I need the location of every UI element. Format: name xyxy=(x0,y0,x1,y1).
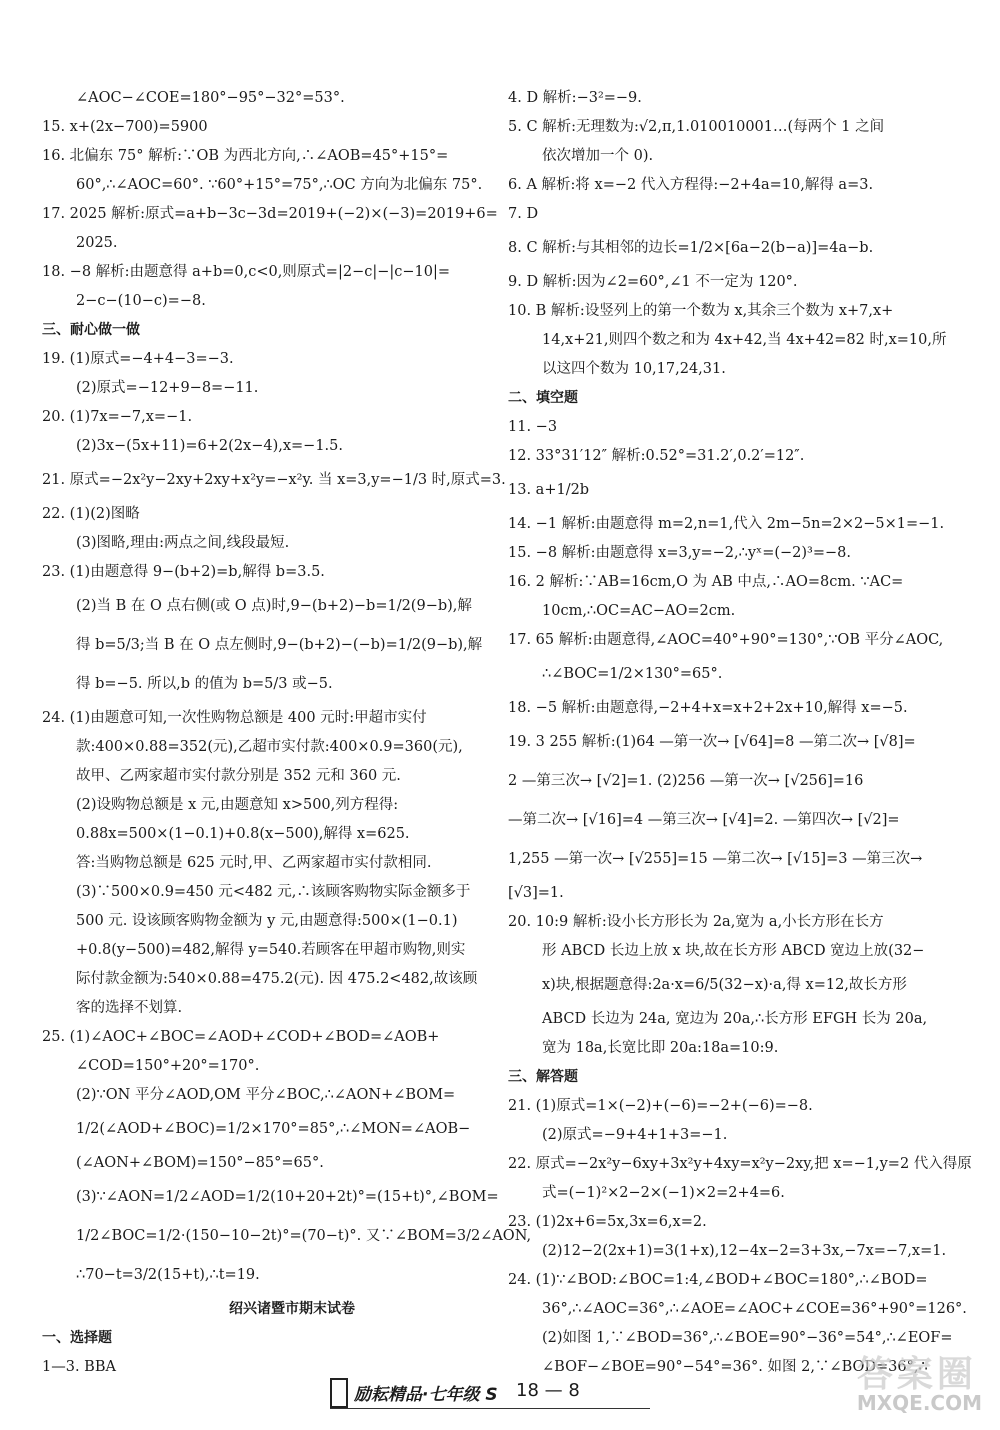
answer-line: 2−c−(10−c)=−8. xyxy=(76,293,206,309)
answer-line: 21. (1)原式=1×(−2)+(−6)=−2+(−6)=−8. xyxy=(508,1098,813,1114)
answer-line: 式=(−1)²×2−2×(−1)×2=2+4=6. xyxy=(542,1185,785,1201)
answer-line: 23. (1)由题意得 9−(b+2)=b,解得 b=3.5. xyxy=(42,564,325,580)
answer-line: (2)设购物总额是 x 元,由题意知 x>500,列方程得: xyxy=(76,797,399,813)
answer-line: 13. a+1/2b xyxy=(508,482,590,498)
answer-line: 1—3. BBA xyxy=(42,1359,116,1375)
answer-line: 三、解答题 xyxy=(508,1069,578,1085)
answer-line: 60°,∴∠AOC=60°. ∵60°+15°=75°,∴OC 方向为北偏东 75°. xyxy=(76,177,483,193)
answer-line: 得 b=−5. 所以,b 的值为 b=5/3 或−5. xyxy=(76,676,333,692)
answer-line: [√3]=1. xyxy=(508,885,564,901)
answer-line: ABCD 长边为 24a, 宽边为 20a,∴长方形 EFGH 长为 20a, xyxy=(542,1011,928,1027)
answer-line: 16. 北偏东 75° 解析:∵OB 为西北方向,∴∠AOB=45°+15°= xyxy=(42,148,449,164)
answer-line: ∴70−t=3/2(15+t),∴t=19. xyxy=(76,1267,260,1283)
answer-line: 36°,∴∠AOC=36°,∴∠AOE=∠AOC+∠COE=36°+90°=126°. xyxy=(542,1301,967,1317)
answer-line: 18. −8 解析:由题意得 a+b=0,c<0,则原式=|2−c|−|c−10|= xyxy=(42,264,451,280)
footer-title: 励耘精品·七年级 S xyxy=(354,1385,498,1405)
answer-line: ∴∠BOC=1/2×130°=65°. xyxy=(542,666,723,682)
answer-line: (2)原式=−9+4+1+3=−1. xyxy=(542,1127,728,1143)
answer-line: —第二次→ [√16]=4 —第三次→ [√4]=2. —第四次→ [√2]= xyxy=(508,812,900,828)
answer-line: 形 ABCD 长边上放 x 块,故在长方形 ABCD 宽边上放(32− xyxy=(542,943,925,959)
answer-line: 10cm,∴OC=AC−AO=2cm. xyxy=(542,603,736,619)
answer-line: 19. 3 255 解析:(1)64 —第一次→ [√64]=8 —第二次→ [√8]= xyxy=(508,734,916,750)
footer-mark xyxy=(330,1378,348,1408)
answer-line: 25. (1)∠AOC+∠BOC=∠AOD+∠COD+∠BOD=∠AOB+ xyxy=(42,1029,440,1045)
answer-line: 18. −5 解析:由题意得,−2+4+x=x+2+2x+10,解得 x=−5. xyxy=(508,700,908,716)
answer-line: 1,255 —第一次→ [√255]=15 —第二次→ [√15]=3 —第三次→ xyxy=(508,851,923,867)
answer-line: (3)∵500×0.9=450 元<482 元,∴该顾客购物实际金额多于 xyxy=(76,884,471,900)
answer-line: 际付款金额为:540×0.88=475.2(元). 因 475.2<482,故该顾 xyxy=(76,971,478,987)
answer-line: 1/2∠BOC=1/2·(150−10−2t)°=(70−t)°. 又∵∠BOM=3/2∠AON, xyxy=(76,1228,532,1244)
answer-line: 11. −3 xyxy=(508,419,558,435)
answer-line: 绍兴诸暨市期末试卷 xyxy=(229,1301,355,1317)
answer-line: 22. 原式=−2x²y−6xy+3x²y+4xy=x²y−2xy,把 x=−1,y=2 代入得原 xyxy=(508,1156,972,1172)
answer-line: 10. B 解析:设竖列上的第一个数为 x,其余三个数为 x+7,x+ xyxy=(508,303,894,319)
answer-line: 得 b=5/3;当 B 在 O 点左侧时,9−(b+2)−(−b)=1/2(9−b),解 xyxy=(76,637,483,653)
answer-line: 8. C 解析:与其相邻的边长=1/2×[6a−2(b−a)]=4a−b. xyxy=(508,240,874,256)
answer-line: 23. (1)2x+6=5x,3x=6,x=2. xyxy=(508,1214,707,1230)
answer-line: 故甲、乙两家超市实付款分别是 352 元和 360 元. xyxy=(76,768,401,784)
watermark-url: MXQE.COM xyxy=(856,1391,982,1415)
answer-line: 三、耐心做一做 xyxy=(42,322,140,338)
answer-line: ∠AOC−∠COE=180°−95°−32°=53°. xyxy=(76,90,345,106)
answer-line: 19. (1)原式=−4+4−3=−3. xyxy=(42,351,234,367)
right-column xyxy=(508,84,972,1382)
answer-line: 24. (1)∵∠BOD:∠BOC=1:4,∠BOD+∠BOC=180°,∴∠BOD= xyxy=(508,1272,928,1288)
answer-line: 21. 原式=−2x²y−2xy+2xy+x²y=−x²y. 当 x=3,y=−1/3 时,原式=3. xyxy=(42,472,506,488)
answer-line: 7. D xyxy=(508,206,539,222)
answer-line: 9. D 解析:因为∠2=60°,∠1 不一定为 120°. xyxy=(508,274,798,290)
answer-line: 4. D 解析:−3²=−9. xyxy=(508,90,642,106)
answer-line: 答:当购物总额是 625 元时,甲、乙两家超市实付款相同. xyxy=(76,855,432,871)
answer-line: (3)图略,理由:两点之间,线段最短. xyxy=(76,535,290,551)
answer-line: 14. −1 解析:由题意得 m=2,n=1,代入 2m−5n=2×2−5×1=−1. xyxy=(508,516,945,532)
answer-line: 依次增加一个 0). xyxy=(542,148,654,164)
answer-line: 2 —第三次→ [√2]=1. (2)256 —第一次→ [√256]=16 xyxy=(508,773,864,789)
answer-line: 15. x+(2x−700)=5900 xyxy=(42,119,208,135)
answer-line: 以这四个数为 10,17,24,31. xyxy=(542,361,726,377)
answer-line: 2025. xyxy=(76,235,118,251)
answer-line: (2)∵ON 平分∠AOD,OM 平分∠BOC,∴∠AON+∠BOM= xyxy=(76,1087,456,1103)
answer-line: ∠BOF−∠BOE=90°−54°=36°. 如图 2,∵∠BOD=36°,∴ xyxy=(542,1359,928,1375)
answer-line: 宽为 18a,长宽比即 20a:18a=10:9. xyxy=(542,1040,779,1056)
answer-line: (2)如图 1,∵∠BOD=36°,∴∠BOE=90°−36°=54°,∴∠EOF= xyxy=(542,1330,953,1346)
answer-line: 14,x+21,则四个数之和为 4x+42,当 4x+42=82 时,x=10,所 xyxy=(542,332,947,348)
answer-line: 二、填空题 xyxy=(508,390,578,406)
answer-line: 20. (1)7x=−7,x=−1. xyxy=(42,409,193,425)
answer-line: 15. −8 解析:由题意得 x=3,y=−2,∴yˣ=(−2)³=−8. xyxy=(508,545,851,561)
answer-line: (3)∵∠AON=1/2∠AOD=1/2(10+20+2t)°=(15+t)°,∠BOM= xyxy=(76,1189,499,1205)
answer-line: 1/2(∠AOD+∠BOC)=1/2×170°=85°,∴∠MON=∠AOB− xyxy=(76,1121,471,1137)
answer-line: 6. A 解析:将 x=−2 代入方程得:−2+4a=10,解得 a=3. xyxy=(508,177,874,193)
answer-line: 500 元. 设该顾客购物金额为 y 元,由题意得:500×(1−0.1) xyxy=(76,913,458,929)
page-footer xyxy=(330,1374,650,1409)
answer-line: 款:400×0.88=352(元),乙超市实付款:400×0.9=360(元), xyxy=(76,739,463,755)
answer-line: (∠AON+∠BOM)=150°−85°=65°. xyxy=(76,1155,324,1171)
answer-line: 0.88x=500×(1−0.1)+0.8(x−500),解得 x=625. xyxy=(76,826,410,842)
answer-line: 12. 33°31′12″ 解析:0.52°=31.2′,0.2′=12″. xyxy=(508,448,805,464)
answer-line: 17. 65 解析:由题意得,∠AOC=40°+90°=130°,∵OB 平分∠AOC, xyxy=(508,632,944,648)
answer-line: 一、选择题 xyxy=(42,1330,112,1346)
answer-line: (2)3x−(5x+11)=6+2(2x−4),x=−1.5. xyxy=(76,438,344,454)
answer-line: +0.8(y−500)=482,解得 y=540.若顾客在甲超市购物,则实 xyxy=(76,942,466,958)
answer-line: 24. (1)由题意可知,一次性购物总额是 400 元时:甲超市实付 xyxy=(42,710,427,726)
answer-line: (2)原式=−12+9−8=−11. xyxy=(76,380,259,396)
answer-line: x)块,根据题意得:2a·x=6/5(32−x)·a,得 x=12,故长方形 xyxy=(542,977,907,993)
watermark-logo: 答案圈 xyxy=(856,1354,977,1395)
watermark xyxy=(857,1346,982,1415)
page-number: 18 — 8 xyxy=(516,1380,580,1401)
answer-line: 5. C 解析:无理数为:√2,π,1.010010001…(每两个 1 之间 xyxy=(508,119,885,135)
answer-line: 17. 2025 解析:原式=a+b−3c−3d=2019+(−2)×(−3)=2019+6= xyxy=(42,206,498,222)
answer-line: (2)当 B 在 O 点右侧(或 O 点)时,9−(b+2)−b=1/2(9−b),解 xyxy=(76,598,472,614)
answer-line: (2)12−2(2x+1)=3(1+x),12−4x−2=3+3x,−7x=−7,x=1. xyxy=(542,1243,947,1259)
answer-line: 20. 10:9 解析:设小长方形长为 2a,宽为 a,小长方形在长方 xyxy=(508,914,884,930)
answer-line: 客的选择不划算. xyxy=(76,1000,183,1016)
answer-line: ∠COD=150°+20°=170°. xyxy=(76,1058,260,1074)
answer-line: 16. 2 解析:∵AB=16cm,O 为 AB 中点,∴AO=8cm. ∵AC= xyxy=(508,574,904,590)
answer-line: 22. (1)(2)图略 xyxy=(42,506,140,522)
